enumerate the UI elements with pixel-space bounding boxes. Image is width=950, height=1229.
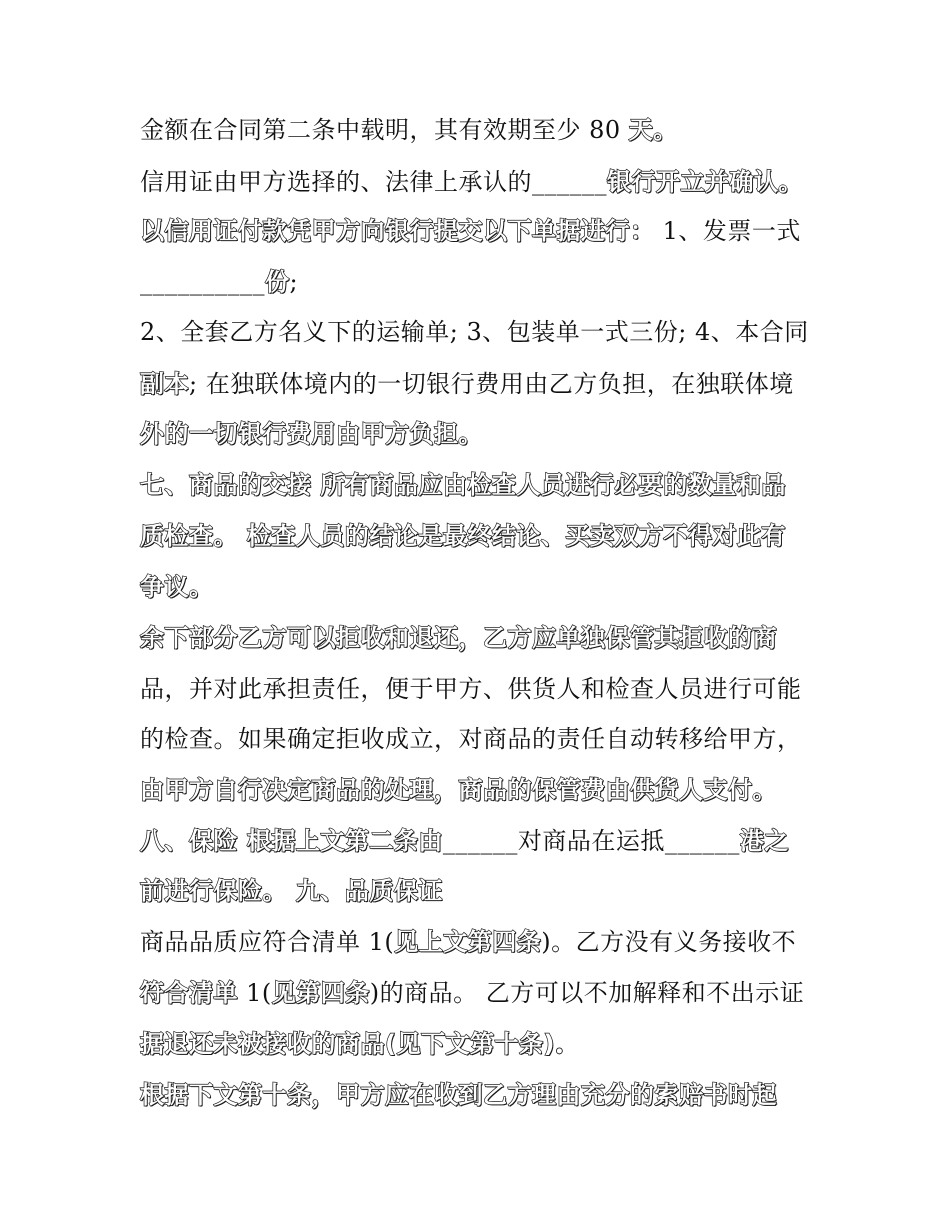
styled-text-run: 根据下文第十条，甲方应在收到乙方理由充分的索赔书时起 [140, 1081, 777, 1109]
styled-text-run: 争议。 [140, 573, 214, 601]
text-run: 。 [554, 1030, 580, 1058]
text-line [140, 414, 820, 454]
text-run: ; 在独联体境内的一切银行费用由乙方负担，在独联体境 [189, 370, 794, 398]
styled-text-run: 八、保险 根据上文第二条由 [140, 827, 443, 855]
text-run: 金额在合同第二条中载明，其有效期至少 80 [140, 116, 629, 144]
styled-text-run: 见上文第四条 [394, 928, 542, 956]
styled-text-run: 银行开立并确认。 [607, 168, 803, 196]
styled-text-run: 天。 [628, 116, 678, 144]
text-line [140, 465, 820, 505]
text-line [140, 567, 820, 607]
text-line [140, 211, 820, 251]
text-run: 商品品质应符合清单 1( [140, 928, 395, 956]
text-line [140, 516, 820, 556]
text-line [140, 669, 820, 709]
text-line [140, 871, 820, 911]
text-line [140, 110, 820, 150]
styled-text-run: 由甲方自行决定商品的处理，商品的保管费由供货人支付。 [140, 776, 777, 804]
text-run: 2、全套乙方名义下的运输单; 3、包装单一式三份; 4、本合同 [140, 318, 809, 346]
text-line [140, 719, 820, 759]
text-line [140, 770, 820, 810]
text-run: __________ [140, 268, 265, 296]
text-line [140, 973, 820, 1013]
text-line [140, 618, 820, 658]
styled-text-run: 副本 [140, 370, 189, 398]
text-line [140, 162, 820, 202]
styled-text-run: 以信用证付款凭甲方向银行提交以下单据进行： [140, 217, 655, 245]
text-line [140, 1075, 820, 1115]
styled-text-run: 见第四条 [271, 979, 370, 1007]
styled-text-run: 前进行保险。 九、品质保证 [140, 877, 443, 905]
styled-text-run: 质检查。 检查人员的结论是最终结论、买卖双方不得对此有 [140, 522, 786, 550]
text-run: ______对商品在运抵______ [442, 827, 740, 855]
styled-text-run: 符合清单 [140, 979, 238, 1007]
text-line [140, 312, 820, 352]
text-run: )。乙方没有义务接收不 [541, 928, 797, 956]
text-run: 品，并对此承担责任，便于甲方、供货人和检查人员进行可能 [140, 675, 802, 703]
text-run: 信用证由甲方选择的、法律上承认的______ [140, 168, 607, 196]
styled-text-run: 港之 [739, 827, 789, 855]
text-line [140, 922, 820, 962]
text-line [140, 262, 820, 302]
styled-text-run: 外的一切银行费用由甲方负担。 [140, 420, 483, 448]
text-run: )的商品。 乙方可以不加解释和不出示证 [369, 979, 805, 1007]
text-run: ; [289, 268, 299, 296]
styled-text-run: 七、商品的交接 所有商品应由检查人员进行必要的数量和品 [140, 471, 786, 499]
styled-text-run: 余下部分乙方可以拒收和退还，乙方应单独保管其拒收的商 [140, 624, 777, 652]
styled-text-run: 据退还未被接收的商品(见下文第十条) [140, 1030, 555, 1058]
text-run: 1、发票一式 [654, 217, 801, 245]
text-run: 1( [238, 979, 272, 1007]
text-line [140, 364, 820, 404]
styled-text-run: 份 [265, 268, 290, 296]
text-line [140, 1024, 820, 1064]
text-line [140, 821, 820, 861]
text-run: 的检查。如果确定拒收成立，对商品的责任自动转移给甲方， [140, 725, 802, 753]
